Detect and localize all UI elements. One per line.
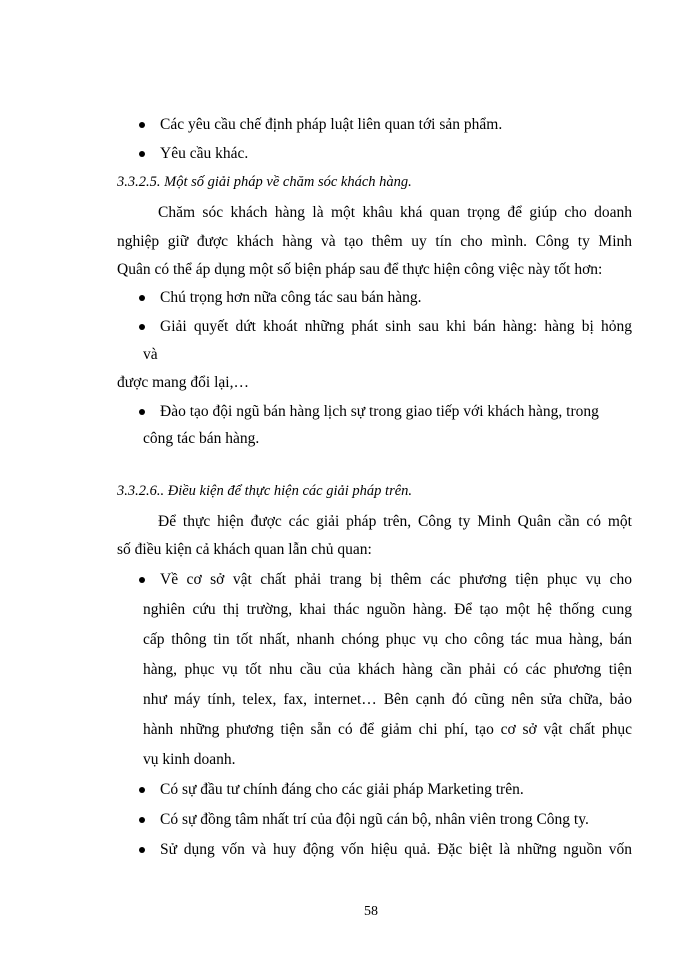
bullet-icon: [139, 787, 145, 793]
bullet-item-continuation: như máy tính, telex, fax, internet… Bên cạnh đó cũng nên sửa chữa, bảo: [143, 691, 632, 708]
paragraph-line: nghiệp giữ được khách hàng và tạo thêm uy tín cho mình. Công ty Minh: [117, 233, 632, 250]
bullet-item-continuation: cấp thông tin tốt nhất, nhanh chóng phục vụ cho công tác mua hàng, bán: [143, 631, 632, 648]
paragraph-line: Quân có thể áp dụng một số biện pháp sau để thực hiện công việc này tốt hơn:: [117, 261, 603, 278]
bullet-icon: [139, 295, 145, 301]
paragraph-line: số điều kiện cả khách quan lẫn chủ quan:: [117, 541, 372, 558]
bullet-icon: [139, 409, 145, 415]
bullet-item: Có sự đồng tâm nhất trí của đội ngũ cán bộ, nhân viên trong Công ty.: [160, 811, 589, 828]
bullet-item: Về cơ sở vật chất phải trang bị thêm các phương tiện phục vụ cho: [160, 571, 632, 588]
bullet-item-continuation: hàng, phục vụ tốt nhu cầu của khách hàng cần phải có các phương tiện: [143, 661, 632, 678]
bullet-icon: [139, 577, 145, 583]
bullet-icon: [139, 847, 145, 853]
bullet-icon: [139, 151, 145, 157]
bullet-item-continuation: công tác bán hàng.: [143, 430, 260, 447]
page-number: 58: [364, 904, 378, 919]
section-heading: 3.3.2.6.. Điều kiện để thực hiện các giải pháp trên.: [117, 483, 413, 499]
bullet-item: Đào tạo đội ngũ bán hàng lịch sự trong giao tiếp với khách hàng, trong: [160, 403, 599, 420]
bullet-item: Có sự đầu tư chính đáng cho các giải pháp Marketing trên.: [160, 781, 524, 798]
bullet-icon: [139, 817, 145, 823]
bullet-item: Các yêu cầu chế định pháp luật liên quan tới sản phẩm.: [160, 116, 503, 133]
bullet-item: Chú trọng hơn nữa công tác sau bán hàng.: [160, 289, 422, 306]
bullet-item: Sử dụng vốn và huy động vốn hiệu quả. Đặc biệt là những nguồn vốn: [160, 841, 632, 858]
bullet-item-continuation: hành những phương tiện sẵn có để giảm chi phí, tạo cơ sở vật chất phục: [143, 721, 632, 738]
bullet-item: Yêu cầu khác.: [160, 145, 249, 162]
bullet-item-continuation: nghiên cứu thị trường, khai thác nguồn hàng. Để tạo một hệ thống cung: [143, 601, 632, 618]
bullet-item: Giải quyết dứt khoát những phát sinh sau khi bán hàng: hàng bị hỏng: [160, 318, 632, 335]
section-heading: 3.3.2.5. Một số giải pháp về chăm sóc khách hàng.: [117, 174, 412, 190]
paragraph-line: Để thực hiện được các giải pháp trên, Công ty Minh Quân cần có một: [158, 513, 632, 530]
bullet-icon: [139, 122, 145, 128]
bullet-item-continuation: vụ kinh doanh.: [143, 751, 236, 768]
paragraph-line: Chăm sóc khách hàng là một khâu khá quan trọng để giúp cho doanh: [158, 204, 632, 221]
bullet-item-continuation: và: [143, 346, 158, 363]
bullet-icon: [139, 324, 145, 330]
bullet-item-continuation: được mang đổi lại,…: [117, 374, 249, 391]
